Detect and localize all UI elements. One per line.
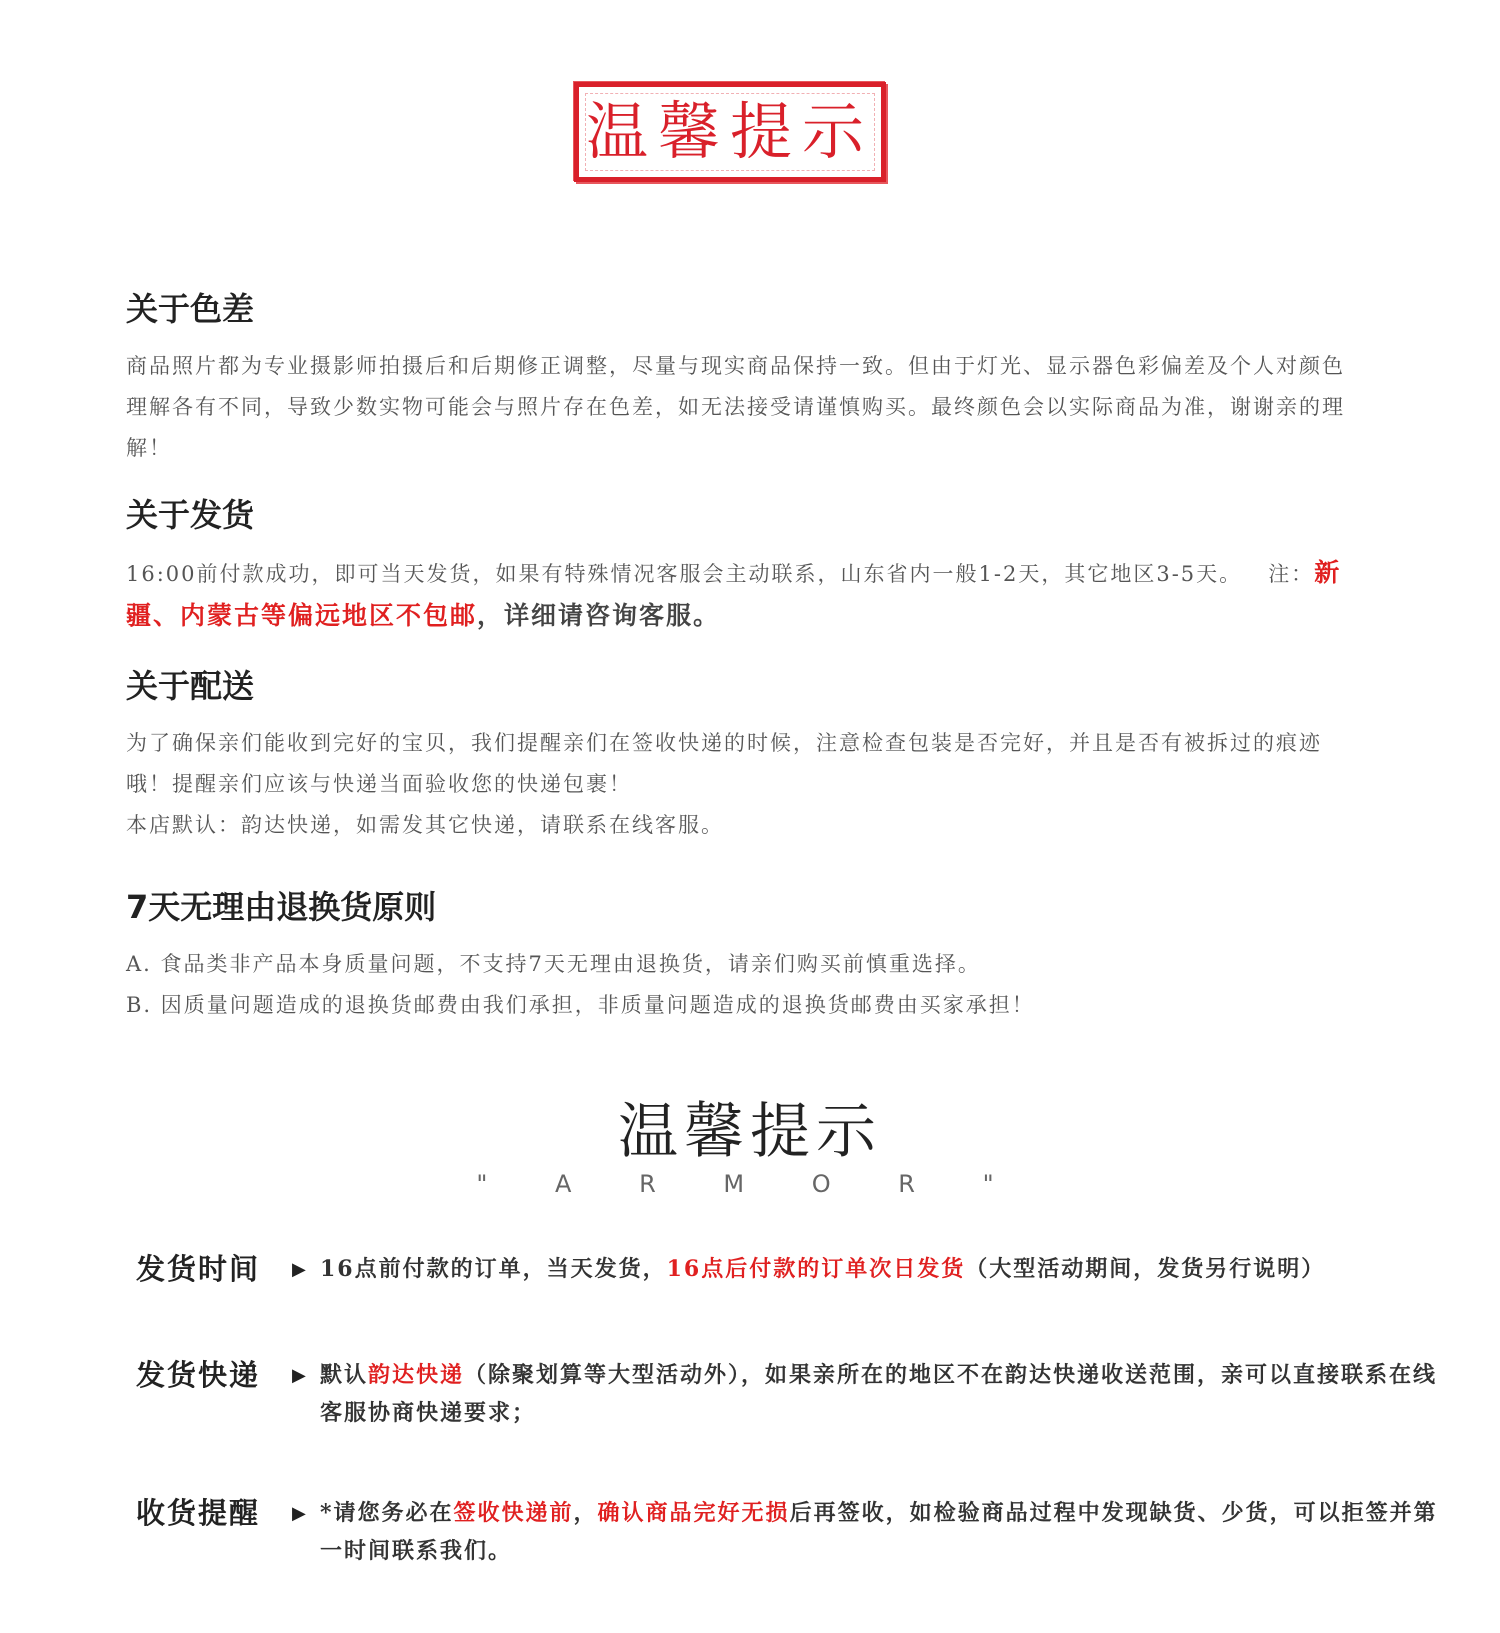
tip-text-part: *请您务必在 <box>320 1500 454 1526</box>
tip-text-part: 默认 <box>320 1362 369 1388</box>
shipping-body <box>126 552 1356 638</box>
returns-line-b: B. 因质量问题造成的退换货邮费由我们承担，非质量问题造成的退换货邮费由买家承担！ <box>126 993 1035 1018</box>
heading-color-difference: 关于色差 <box>126 290 255 328</box>
triangle-right-icon: ▶ <box>292 1365 306 1386</box>
shipping-note-remote-areas: 新疆、内蒙古等偏远地区不包邮 <box>126 558 1342 631</box>
tip-text-part: （大型活动期间，发货另行说明） <box>965 1256 1326 1282</box>
returns-line-a: A. 食品类非产品本身质量问题，不支持7天无理由退换货，请亲们购买前慎重选择。 <box>126 952 981 977</box>
tip-row-receipt-reminder <box>136 1494 1446 1570</box>
triangle-right-icon: ▶ <box>292 1503 306 1524</box>
shipping-note-label: 注： <box>1268 562 1315 587</box>
stamp-title-text: 温馨提示 <box>585 95 874 168</box>
tip-row-shipping-time <box>136 1250 1446 1290</box>
heading-returns: 7天无理由退换货原则 <box>126 888 437 926</box>
tip-row-courier <box>136 1356 1446 1432</box>
tip-label-courier: 发货快递 <box>136 1358 261 1392</box>
tip-label-receipt-reminder: 收货提醒 <box>136 1496 261 1530</box>
section-delivery <box>126 667 1356 846</box>
heading-shipping: 关于发货 <box>126 496 255 534</box>
tip-text-highlight: 16点后付款的订单次日发货 <box>666 1256 966 1282</box>
tip-text-part: （除聚划算等大型活动外），如果亲所在的地区不在韵达快递收送范围，亲可以直接联系在线客服协商快递要求； <box>320 1362 1438 1426</box>
tip-text-shipping-time <box>320 1250 1446 1290</box>
delivery-body: 为了确保亲们能收到完好的宝贝，我们提醒亲们在签收快递的时候，注意检查包装是否完好，并且是否有被拆过的痕迹哦！提醒亲们应该与快递当面验收您的快递包裹！ <box>126 731 1322 797</box>
tip-text-part: 后再签收，如检验商品过程中发现缺货、少货，可以拒签并第一时间联系我们。 <box>320 1500 1438 1564</box>
tips-subtitle: " A R M O R " <box>476 1170 1024 1198</box>
shipping-note-tail: ，详细请咨询客服。 <box>477 601 721 631</box>
tip-text-highlight: 确认商品完好无损 <box>597 1500 790 1526</box>
tip-label-shipping-time: 发货时间 <box>136 1252 261 1286</box>
tips-title: 温馨提示 <box>618 1097 882 1167</box>
tip-text-courier <box>320 1356 1446 1432</box>
section-shipping <box>126 496 1356 638</box>
stamp-title <box>574 82 886 182</box>
heading-delivery: 关于配送 <box>126 667 255 705</box>
tip-text-highlight: 韵达快递 <box>368 1362 465 1388</box>
tip-text-part: 16点前付款的订单，当天发货， <box>320 1256 667 1282</box>
section-returns <box>126 888 1356 1026</box>
tip-text-highlight: 签收快递前 <box>453 1500 574 1526</box>
tip-text-part: ， <box>573 1500 598 1526</box>
tip-text-receipt-reminder <box>320 1494 1446 1570</box>
shipping-text: 16:00前付款成功，即可当天发货，如果有特殊情况客服会主动联系，山东省内一般1-2天，其它地区3-5天。 <box>126 562 1243 587</box>
triangle-right-icon: ▶ <box>292 1259 306 1280</box>
color-difference-body: 商品照片都为专业摄影师拍摄后和后期修正调整，尽量与现实商品保持一致。但由于灯光、显示器色彩偏差及个人对颜色理解各有不同，导致少数实物可能会与照片存在色差，如无法接受请谨慎购买。最终颜色会以实际商品为准，谢谢亲的理解！ <box>126 354 1345 461</box>
section-color-difference <box>126 290 1356 469</box>
delivery-default-courier: 本店默认：韵达快递，如需发其它快递，请联系在线客服。 <box>126 813 724 838</box>
